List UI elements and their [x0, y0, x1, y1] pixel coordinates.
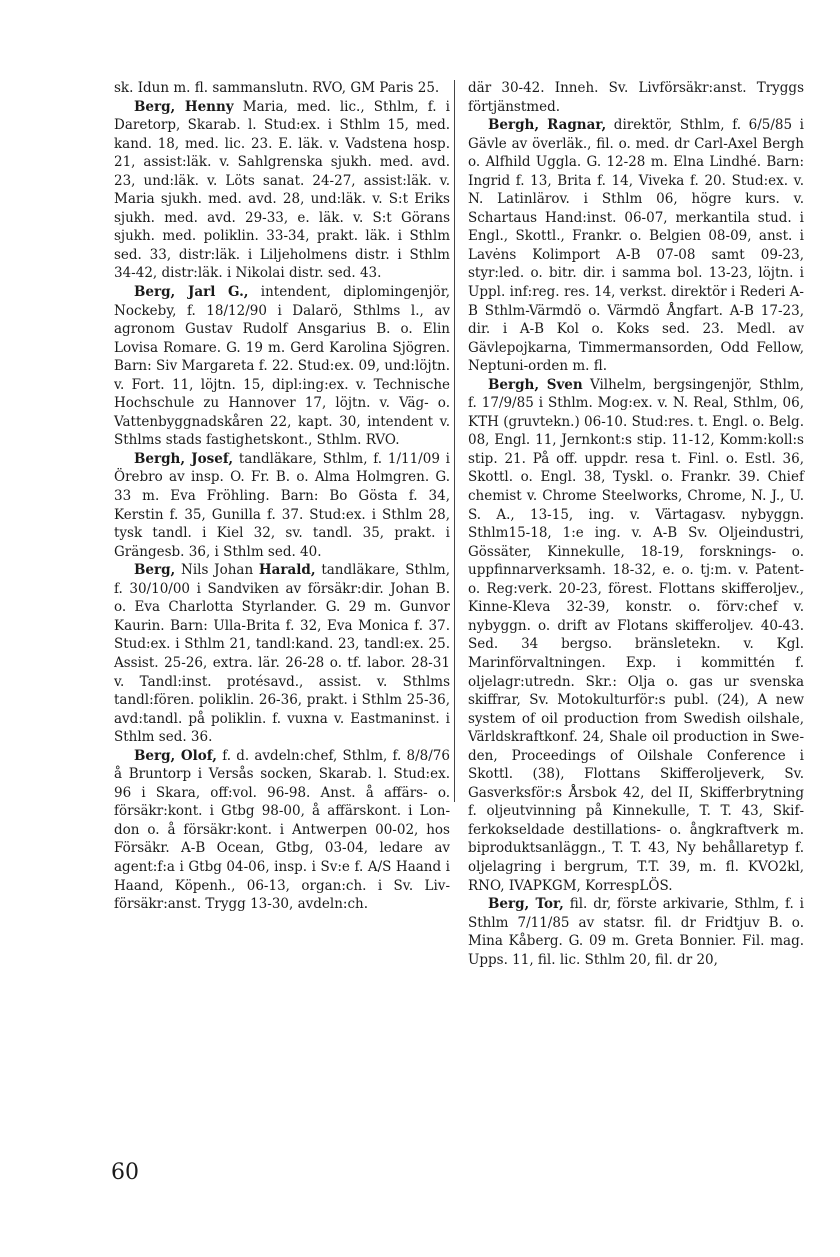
entry-berg-olof — [114, 747, 450, 914]
entry-text: sk. Idun m. fl. sammanslutn. RVO, GM Paris 25. — [114, 80, 440, 96]
entry-text: f. d. avdeln:chef, Sthlm, f. 8/8/76 å Bruntorp i Versås socken, Skarab. l. Stud:ex. 96 i Skara, off:vol. 96-98. Anst. å affärs- o. försäkr:kont. i Gtbg 98-00, å affärskont. i London o. å försäkr:kont. i Antwerpen 00-02, hos Försäkr. A-B Ocean, Gtbg, 03-04, ledare av agent:f:a i Gtbg 04-06, insp. i Sv:e f. A/S Haand i Haand, Köpenh., 06-13, organ:ch. i Sv. Livförsäkr:anst. Trygg 13-30, avdeln:ch. — [114, 747, 450, 913]
column-divider — [454, 80, 455, 802]
entry-berg-tor — [468, 895, 804, 969]
right-column — [468, 79, 804, 969]
entry-berg-henny — [114, 98, 450, 283]
entry-name: Berg, — [134, 562, 176, 579]
entry-name: Bergh, Sven — [488, 376, 583, 393]
entry-name: Bergh, Ragnar, — [488, 117, 607, 134]
entry-berg-harald — [114, 561, 450, 746]
left-column — [114, 79, 450, 914]
entry-name: Berg, Henny — [134, 98, 234, 115]
entry-text: där 30-42. Inneh. Sv. Livförsäkr:anst. Tryggs förtjänstmed. — [468, 80, 804, 115]
entry-continuation — [114, 79, 450, 98]
entry-text: intendent, diplomingenjör, Nockeby, f. 18/12/90 i Dalarö, Sthlms l., av agronom Gustav Rudolf Ansgarius B. o. Elin Lovisa Romare. G. 19 m. Gerd Karolina Sjögren. Barn: Siv Margareta f. 22. Stud:ex. 09, und:löjtn. v. Fort. 11, löjtn. 15, dipl:ing:ex. v. Technische Hochschule zu Hannover 17, löjtn. v. Väg- o. Vattenbyggnadskåren 22, kapt. 30, intendent v. Sthlms stads fastighetskont., Sthlm. RVO. — [114, 284, 450, 449]
page-number: 60 — [111, 1160, 139, 1185]
entry-continuation — [468, 79, 804, 116]
entry-text: tandläkare, Sthlm, f. 1/11/09 i Örebro av insp. O. Fr. B. o. Alma Holmgren. G. 33 m. Eva Fröhling. Barn: Bo Gösta f. 34, Kerstin f. 35, Gunilla f. 37. Stud:ex. i Sthlm 28, tysk tandl. i Kiel 32, sv. tandl. 35, prakt. i Grängesb. 36, i Sthlm sed. 40. — [114, 450, 450, 560]
entry-text: tandläkare, Sthlm, f. 30/10/00 i Sandviken av försäkr:dir. Johan B. o. Eva Charlotta Styrlander. G. 29 m. Gunvor Kaurin. Barn: Ulla-Brita f. 32, Eva Monica f. 37. Stud:ex. i Sthlm 21, tandl:kand. 23, tandl:ex. 25. Assist. 25-26, extra. lär. 26-28 o. tf. labor. 28-31 v. Tandl:inst. protésavd., assist. v. Sthlms tandl:fören. poliklin. 26-36, prakt. i Sthlm 25-36, avd:tandl. på poliklin. f. vuxna v. Eastmaninst. i Sthlm sed. 36. — [114, 562, 451, 746]
entry-text: Maria, med. lic., Sthlm, f. i Daretorp, Skarab. l. Stud:ex. i Sthlm 15, med. kand. 18, med. lic. 23. E. läk. v. Vadstena hosp. 21, assist:läk. v. Sahlgrenska sjukh. med. avd. 23, und:läk. v. Löts sanat. 24-27, assist:läk. v. Maria sjukh. med. avd. 28, und:läk. v. S:t Eriks sjukh. med. avd. 29-33, e. läk. v. S:t Görans sjukh. med. poliklin. 33-34, prakt. läk. i Sthlm sed. 33, distr:läk. i Liljeholmens distr. i Sthlm 34-42, distr:läk. i Nikolai distr. sed. 43. — [114, 98, 450, 282]
entry-name: Berg, Tor, — [488, 896, 564, 913]
entry-bergh-ragnar — [468, 116, 804, 376]
entry-bergh-sven — [468, 376, 804, 895]
entry-name: Bergh, Josef, — [134, 450, 234, 467]
entry-name-plain: Nils Johan — [175, 562, 259, 579]
entry-name: Berg, Olof, — [134, 747, 217, 764]
entry-text: fil. dr, förste arkivarie, Sthlm, f. i Sthlm 7/11/85 av statsr. fil. dr Fridtjuv B. o. Mina Kåberg. G. 09 m. Greta Bonnier. Fil. mag. Upps. 11, fil. lic. Sthlm 20, fil. dr 20, — [468, 896, 804, 968]
entry-name: Berg, Jarl G., — [134, 284, 249, 301]
entry-text: Vilhelm, bergsingenjör, Sthlm, f. 17/9/85 i Sthlm. Mog:ex. v. N. Real, Sthlm, 06, KTH (gruvtekn.) 06-10. Stud:res. t. Engl. o. Belg. 08, Engl. 11, Jernkont:s stip. 11-12, Komm:koll:s stip. 21. På off. uppdr. resa t. Finl. o. Estl. 36, Skottl. o. Engl. 38, Tyskl. o. Frankr. 39. Chief chemist v. Chrome Steelworks, Chrome, N. J., U. S. A., 13-15, ing. v. Värtagasv. nybyggn. Sthlm15-18, 1:e ing. v. A-B Sv. Oljeindustri, Gössäter, Kinnekulle, 18-19, forsknings- o. uppfinnarverksamh. 18-32, e. o. tj:m. v. Patent- o. Reg:verk. 20-23, förest. Flottans skifferoljev., Kinne-Kleva 32-39, konstr. o. förv:chef v. nybyggn. o. drift av Flotans skifferoljev. 40-43. Sed. 34 bergso. bränsletekn. v. Kgl. Marinförvaltningen. Exp. i kommittén f. oljelagr:utredn. Skr.: Olja o. gas ur svenska skiffrar, Sv. Motokulturför:s publ. (24), A new system of oil production from Swedish oilshale, Världskraftkonf. 24, Shale oil production in Sweden, Proceedings of Oilshale Conference i Skottl. (38), Flottans Skifferoljeverk, Sv. Gasverksför:s Årsbok 42, del II, Skifferbrytning f. oljeutvinning på Kinnekulle, T. T. 43, Skifferkokseldade destillations- o. ångkraftverk m. biproduktsanläggn., T. T. 43, Ny behållaretyp f. oljelagring i bergrum, T.T. 39, m. fl. KVO2kl, RNO, IVAPKGM, KorrespLÖS. — [468, 376, 805, 894]
entry-name-bold: Harald, — [258, 562, 316, 579]
entry-berg-jarl — [114, 283, 450, 450]
entry-text: direktör, Sthlm, f. 6/5/85 i Gävle av överläk., fil. o. med. dr Carl-Axel Bergh o. Alfhild Uggla. G. 12-28 m. Elna Lindhé. Barn: Ingrid f. 13, Brita f. 14, Viveka f. 20. Stud:ex. v. N. Latinlärov. i Sthlm 06, högre kurs. v. Schartaus Hand:inst. 06-07, merkantila stud. i Engl., Skottl., Frankr. o. Belgien 08-09, anst. i Lavėns Kolimport A-B 07-08 samt 09-23, styr:led. o. bitr. dir. i samma bol. 13-23, löjtn. i Uppl. inf:reg. res. 14, verkst. direktör i Rederi A-B Sthlm-Värmdö o. Värmdö Ångfart. A-B 17-23, dir. i A-B Kol o. Koks sed. 23. Medl. av Gävlepojkarna, Timmermansorden, Odd Fellow, Neptuni-orden m. fl. — [468, 117, 804, 375]
entry-bergh-josef — [114, 450, 450, 561]
